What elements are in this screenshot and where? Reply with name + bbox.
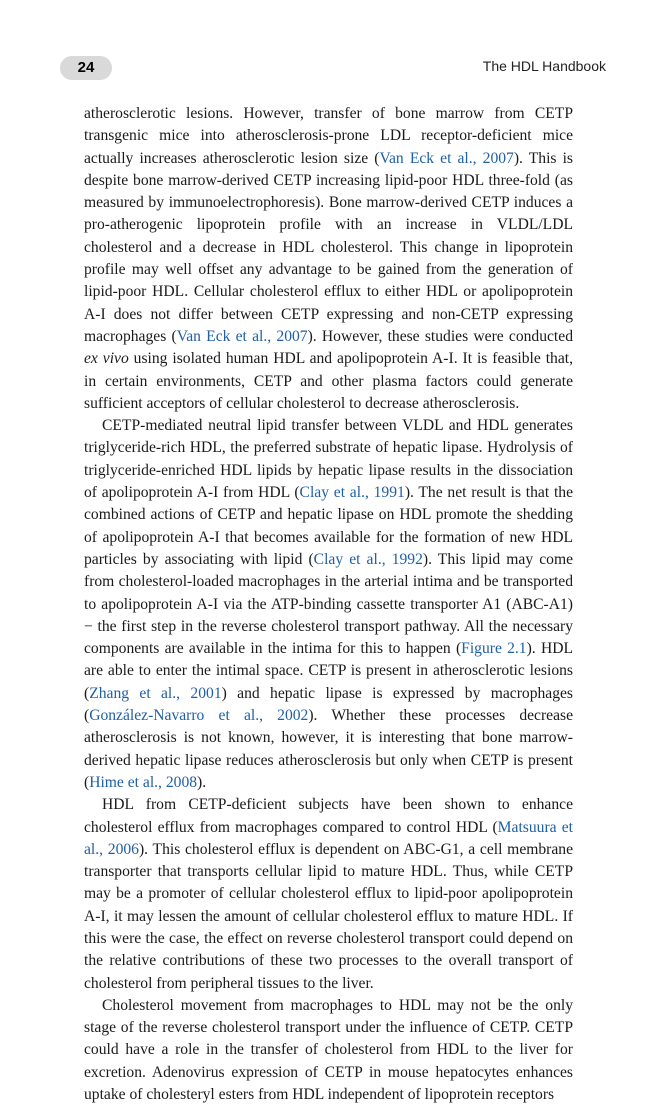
citation-link[interactable]: González-Navarro et al., 2002 — [89, 707, 309, 725]
citation-link[interactable]: Van Eck et al., 2007 — [176, 327, 308, 345]
text-run: atherosclerotic lesions. However, transfer of bone marrow from CETP transgenic mice into atherosclerosis-prone LDL receptor-deficient mice actually increases atherosclerotic lesion size ( — [84, 105, 573, 167]
text-run: ). — [197, 773, 207, 791]
text-run: Cholesterol movement from macrophages to HDL may not be the only stage of the reverse cholesterol transport under the influence of CETP. CETP could have a role in the transfer of cholesterol from HDL to the liver for excretion. Adenovirus expression of CETP in mouse hepatocytes enhances uptake of cholesteryl esters from HDL independent of lipoprotein receptors — [84, 996, 573, 1104]
text-run: ). The net result is that the combined actions of CETP and hepatic lipase on HDL promote the shedding of apolipoprotein A-I that becomes available for the formation of new HDL particles by associating with lipid ( — [84, 484, 574, 568]
text-run: HDL from CETP-deficient subjects have been shown to enhance cholesterol efflux from macrophages compared to control HDL ( — [84, 796, 573, 836]
text-run: ). However, these studies were conducted — [307, 327, 573, 345]
body-text — [84, 103, 573, 1106]
text-run: CETP-mediated neutral lipid transfer between VLDL and HDL generates triglyceride-rich HDL, the preferred substrate of hepatic lipase. Hydrolysis of triglyceride-enriched HDL lipids by hepatic lipase results in the dissociation of apolipoprotein A-I from HDL ( — [84, 417, 573, 502]
page-number: 24 — [60, 56, 112, 80]
citation-link[interactable]: Clay et al., 1991 — [299, 484, 405, 502]
text-run: ). This is despite bone marrow-derived CETP increasing lipid-poor HDL three-fold (as measured by immunoelectrophoresis). Bone marrow-derived CETP induces a pro-atherogenic lipoprotein profile with an increase in VLDL/LDL cholesterol and a decrease in HDL cholesterol. This change in lipoprotein profile may well offset any advantage to be gained from the generation of lipid-poor HDL. Cellular cholesterol efflux to either HDL or apolipoprotein A-I does not differ between CETP expressing and non-CETP expressing macrophages ( — [84, 149, 573, 345]
page-header — [60, 56, 606, 82]
paragraph — [84, 103, 573, 415]
italic-text: ex vivo — [84, 350, 129, 368]
paragraph — [84, 415, 573, 794]
citation-link[interactable]: Zhang et al., 2001 — [89, 684, 222, 702]
text-run: ). Whether these processes decrease atherosclerosis is not known, however, it is interesting that bone marrow-derived hepatic lipase reduces atherosclerosis but only when CETP is present ( — [84, 707, 573, 791]
running-title: The HDL Handbook — [482, 58, 606, 74]
paragraph — [84, 794, 573, 995]
text-run: ). This cholesterol efflux is dependent on ABC-G1, a cell membrane transporter that transports cellular lipid to mature HDL. Thus, while CETP may be a promoter of cellular cholesterol efflux to lipid-poor apolipoprotein A-I, it may lessen the amount of cellular cholesterol efflux to mature HDL. If this were the case, the effect on reverse cholesterol transport could depend on the relative contributions of these two processes to the overall transport of cholesterol from peripheral tissues to the liver. — [84, 840, 573, 992]
citation-link[interactable]: Figure 2.1 — [461, 640, 527, 658]
paragraph — [84, 995, 573, 1106]
citation-link[interactable]: Van Eck et al., 2007 — [379, 149, 514, 167]
text-run: ). HDL are able to enter the intimal space. CETP is present in atherosclerotic lesions ( — [84, 640, 573, 702]
text-run: using isolated human HDL and apolipoprotein A-I. It is feasible that, in certain environments, CETP and other plasma factors could generate sufficient acceptors of cellular cholesterol to decrease atherosclerosis. — [84, 350, 573, 412]
text-run: ). This lipid may come from cholesterol-loaded macrophages in the arterial intima and be transported to apolipoprotein A-I via the ATP-binding cassette transporter A1 (ABC-A1) − the first step in the reverse cholesterol transport pathway. All the necessary components are available in the intima for this to happen ( — [84, 550, 573, 658]
citation-link[interactable]: Hime et al., 2008 — [89, 773, 198, 791]
citation-link[interactable]: Matsuura et al., 2006 — [84, 818, 573, 858]
citation-link[interactable]: Clay et al., 1992 — [313, 550, 423, 568]
text-run: ) and hepatic lipase is expressed by macrophages ( — [84, 684, 573, 725]
